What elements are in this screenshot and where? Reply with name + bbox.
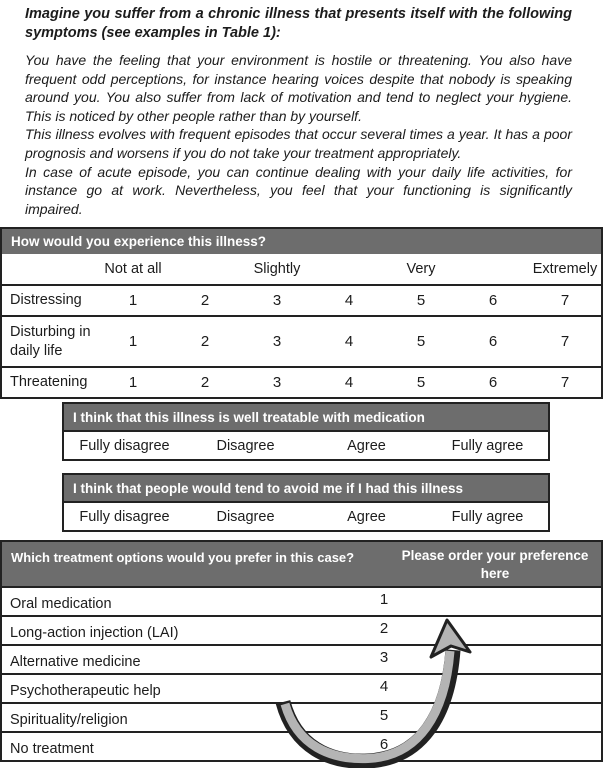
stigma-option-fully-disagree[interactable]: Fully disagree <box>79 508 170 525</box>
rank-oral-medication[interactable]: 1 <box>379 591 389 608</box>
option-label-oral-medication: Oral medication <box>10 596 112 612</box>
experience-row-distressing <box>2 284 601 315</box>
row-label-distressing: Distressing <box>10 292 82 309</box>
anchor-extremely: Extremely <box>532 261 598 277</box>
rating-threatening-1[interactable]: 1 <box>128 374 138 391</box>
stigma-options <box>64 501 548 530</box>
preference-row-psychotherapeutic-help <box>2 673 601 702</box>
treatability-table <box>62 402 550 461</box>
option-label-psychotherapeutic-help: Psychotherapeutic help <box>10 683 161 699</box>
rating-distressing-2[interactable]: 2 <box>200 292 210 309</box>
rating-disturbing-5[interactable]: 5 <box>416 333 426 350</box>
preference-subtitle: Please order your preference here <box>401 548 589 581</box>
stigma-table <box>62 473 550 532</box>
rating-disturbing-3[interactable]: 3 <box>272 333 282 350</box>
rating-threatening-3[interactable]: 3 <box>272 374 282 391</box>
experience-table-title: How would you experience this illness? <box>2 229 601 254</box>
rating-threatening-4[interactable]: 4 <box>344 374 354 391</box>
preference-row-spirituality-religion <box>2 702 601 731</box>
scenario-prompt: Imagine you suffer from a chronic illness that presents itself with the following symptoms (see examples in Table 1): <box>25 6 572 41</box>
rating-threatening-6[interactable]: 6 <box>488 374 498 391</box>
stigma-title: I think that people would tend to avoid me if I had this illness <box>64 475 548 501</box>
experience-row-threatening <box>2 366 601 397</box>
scenario-paragraph-course: This illness evolves with frequent episodes that occur several times a year. It has a poor prognosis and worsens if you do not take your treatment appropriately. <box>25 126 572 161</box>
experience-row-disturbing <box>2 315 601 366</box>
rank-alternative-medicine[interactable]: 3 <box>379 649 389 666</box>
scenario-paragraph-functioning: In case of acute episode, you can continue dealing with your daily life activities, for instance go at work. Nevertheless, you feel that your functioning is significantly impaired. <box>25 163 572 217</box>
row-label-disturbing: Disturbing in daily life <box>10 324 91 359</box>
preference-table <box>0 540 603 762</box>
preference-rows <box>2 586 601 760</box>
treatability-title: I think that this illness is well treatable with medication <box>64 404 548 430</box>
anchor-not-at-all: Not at all <box>104 261 162 277</box>
stigma-option-agree[interactable]: Agree <box>347 508 386 525</box>
experience-anchor-row <box>2 254 601 284</box>
rating-disturbing-6[interactable]: 6 <box>488 333 498 350</box>
rating-distressing-3[interactable]: 3 <box>272 292 282 309</box>
rank-spirituality-religion[interactable]: 5 <box>379 707 389 724</box>
rank-lai[interactable]: 2 <box>379 620 389 637</box>
stigma-option-fully-agree[interactable]: Fully agree <box>451 508 524 525</box>
rating-distressing-6[interactable]: 6 <box>488 292 498 309</box>
rating-distressing-5[interactable]: 5 <box>416 292 426 309</box>
rating-distressing-4[interactable]: 4 <box>344 292 354 309</box>
rating-threatening-7[interactable]: 7 <box>560 374 570 391</box>
rating-disturbing-1[interactable]: 1 <box>128 333 138 350</box>
stigma-option-disagree[interactable]: Disagree <box>216 508 275 525</box>
option-label-spirituality-religion: Spirituality/religion <box>10 712 128 728</box>
scenario-intro <box>25 5 572 218</box>
rating-disturbing-4[interactable]: 4 <box>344 333 354 350</box>
preference-header <box>2 542 601 586</box>
option-label-lai: Long-action injection (LAI) <box>10 625 179 641</box>
preference-title: Which treatment options would you prefer in this case? <box>11 550 355 565</box>
rating-threatening-2[interactable]: 2 <box>200 374 210 391</box>
preference-row-alternative-medicine <box>2 644 601 673</box>
treatability-option-disagree[interactable]: Disagree <box>216 437 275 454</box>
rating-threatening-5[interactable]: 5 <box>416 374 426 391</box>
rank-psychotherapeutic-help[interactable]: 4 <box>379 678 389 695</box>
rating-disturbing-2[interactable]: 2 <box>200 333 210 350</box>
scenario-paragraph-symptoms: You have the feeling that your environment is hostile or threatening. You also have frequent odd perceptions, for instance hearing voices despite that nobody is speaking around you. You also suffer from lack of motivation and tend to neglect your hygiene. This is noticed by other people rather than by yourself. <box>25 52 572 124</box>
rating-distressing-1[interactable]: 1 <box>128 292 138 309</box>
treatability-option-fully-disagree[interactable]: Fully disagree <box>79 437 170 454</box>
preference-row-oral-medication <box>2 586 601 615</box>
rating-distressing-7[interactable]: 7 <box>560 292 570 309</box>
treatability-options <box>64 430 548 459</box>
option-label-alternative-medicine: Alternative medicine <box>10 654 141 670</box>
row-label-threatening: Threatening <box>10 374 88 391</box>
experience-table <box>0 227 603 399</box>
anchor-very: Very <box>406 261 436 277</box>
preference-row-lai <box>2 615 601 644</box>
rating-disturbing-7[interactable]: 7 <box>560 333 570 350</box>
anchor-slightly: Slightly <box>253 261 301 277</box>
option-label-no-treatment: No treatment <box>10 741 94 757</box>
preference-row-no-treatment <box>2 731 601 760</box>
treatability-option-agree[interactable]: Agree <box>347 437 386 454</box>
treatability-option-fully-agree[interactable]: Fully agree <box>451 437 524 454</box>
rank-no-treatment[interactable]: 6 <box>379 736 389 753</box>
